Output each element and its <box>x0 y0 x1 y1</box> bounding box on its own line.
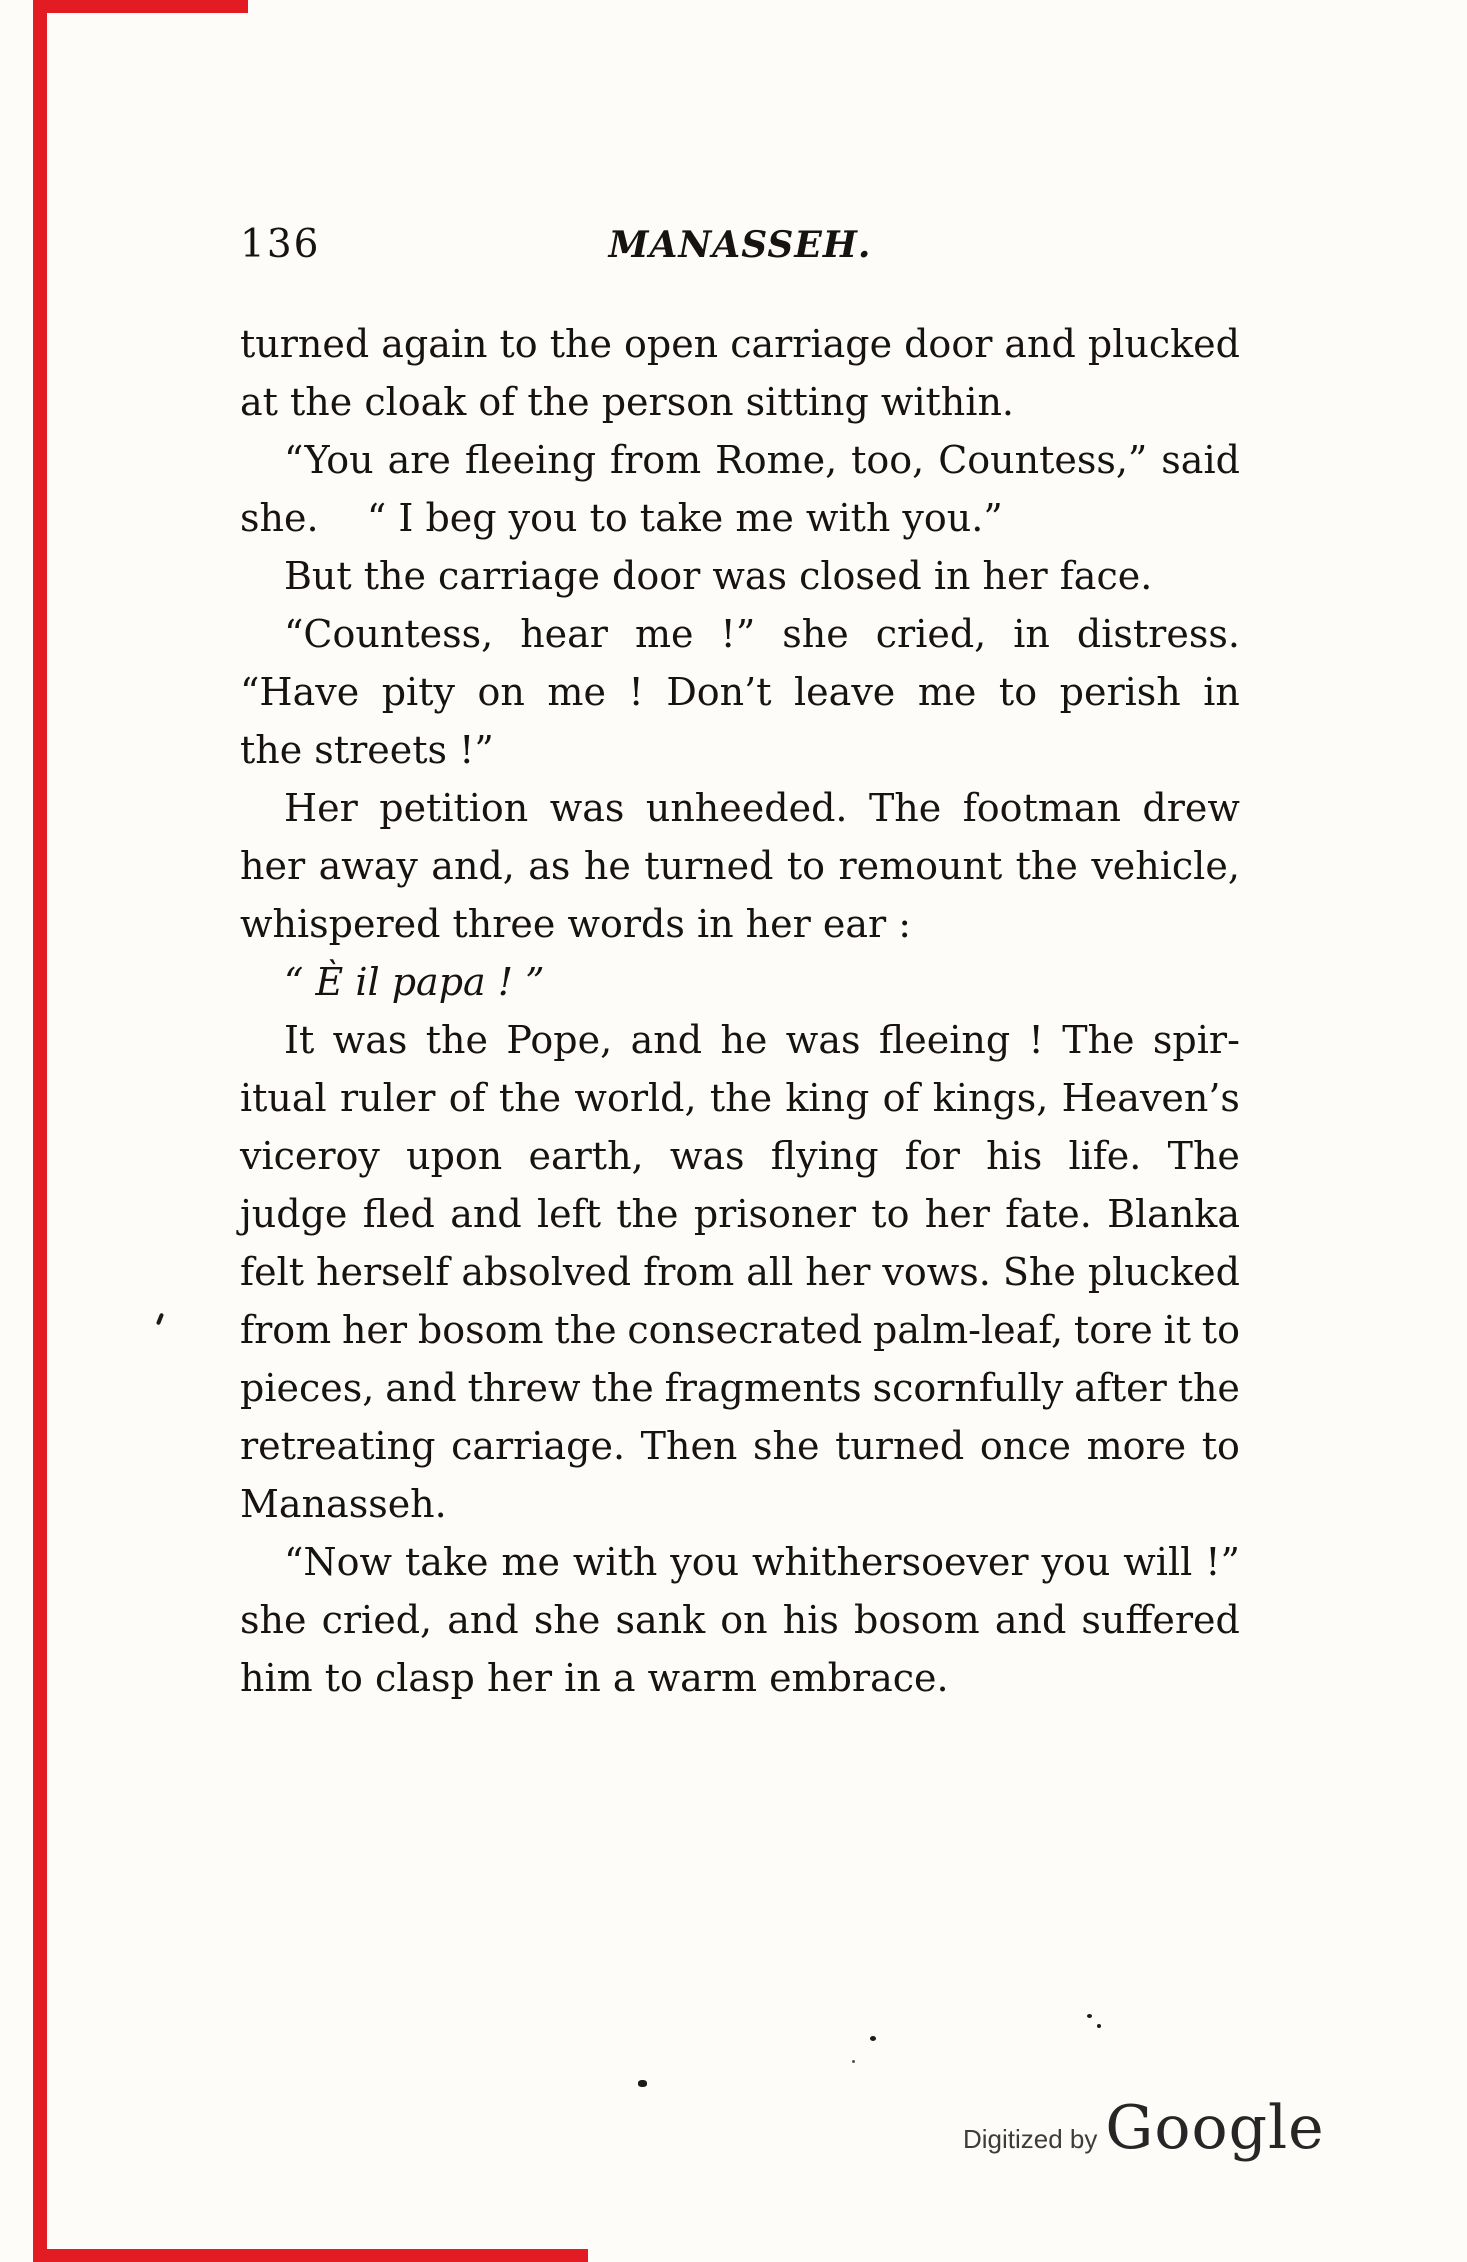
text-line: Manasseh. <box>240 1482 447 1526</box>
text-line: she cried, and she sank on his bosom and suffered <box>240 1598 1240 1642</box>
ink-speck <box>1097 2024 1101 2028</box>
text-line: judge fled and left the prisoner to her fate. Blanka <box>240 1192 1240 1236</box>
ink-speck <box>1087 2014 1092 2018</box>
scan-edge-left-bar <box>33 0 47 2262</box>
text-block <box>240 315 1240 1707</box>
text-line: felt herself absolved from all her vows. She plucked <box>240 1250 1240 1294</box>
text-line: the streets !” <box>240 728 494 772</box>
text-line: her away and, as he turned to remount the vehicle, <box>240 844 1240 888</box>
google-logo: Google <box>1105 2093 1325 2163</box>
page-number: 136 <box>240 222 321 267</box>
text-line: itual ruler of the world, the king of kings, Heaven’s <box>240 1076 1240 1120</box>
margin-ink-mark <box>156 1313 164 1326</box>
text-line: “Countess, hear me !” she cried, in distress. <box>284 612 1240 656</box>
text-line: “ È il papa ! ” <box>284 960 545 1004</box>
text-line: “You are fleeing from Rome, too, Countess,” said <box>284 438 1240 482</box>
scan-edge-top-bar <box>33 0 248 13</box>
text-line: pieces, and threw the fragments scornfully after the <box>240 1366 1240 1410</box>
text-line: at the cloak of the person sitting within. <box>240 380 1014 424</box>
ink-speck <box>870 2036 876 2041</box>
text-line: turned again to the open carriage door and plucked <box>240 322 1240 366</box>
running-title: MANASSEH. <box>608 224 872 266</box>
text-line: But the carriage door was closed in her face. <box>284 554 1153 598</box>
text-line: “Now take me with you whithersoever you will !” <box>284 1540 1240 1584</box>
text-line: him to clasp her in a warm embrace. <box>240 1656 949 1700</box>
text-line: viceroy upon earth, was flying for his life. The <box>240 1134 1240 1178</box>
scan-edge-bottom-bar <box>33 2249 588 2262</box>
digitized-by-label: Digitized by <box>963 2124 1098 2154</box>
text-line: retreating carriage. Then she turned once more to <box>240 1424 1240 1468</box>
text-line: It was the Pope, and he was fleeing ! The spir- <box>284 1018 1240 1062</box>
text-line: “Have pity on me ! Don’t leave me to perish in <box>240 670 1240 714</box>
ink-speck <box>638 2080 647 2087</box>
text-line: she. “ I beg you to take me with you.” <box>240 496 1003 540</box>
google-watermark <box>963 2093 1325 2163</box>
text-line: Her petition was unheeded. The footman drew <box>284 786 1240 830</box>
text-line: whispered three words in her ear : <box>240 902 912 946</box>
page-header <box>240 220 1240 270</box>
ink-speck <box>852 2060 855 2063</box>
text-line: from her bosom the consecrated palm-leaf, tore it to <box>240 1308 1240 1352</box>
